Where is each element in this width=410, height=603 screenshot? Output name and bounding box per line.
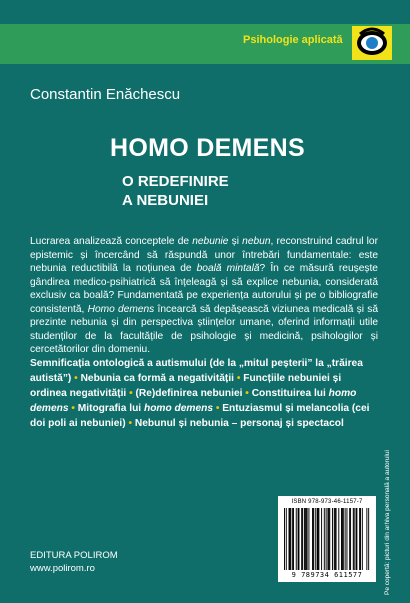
contents-item: Funcțiile nebuniei și ordinea negativității (30, 373, 342, 399)
barcode-bar (326, 508, 327, 570)
contents-item: Mitografia lui (77, 403, 144, 414)
contents-emphasis: homo demens (30, 388, 357, 414)
book-subtitle (122, 172, 229, 210)
barcode-bar (304, 508, 305, 570)
barcode-bar (321, 508, 322, 570)
barcode-bar (289, 508, 290, 570)
barcode-bar (307, 508, 308, 570)
description-text: , reconstruind cadrul lor epistemic și încercând să răspundă unor întrebări fundamentale: este nebunia reductibilă la noțiunea de (30, 236, 378, 274)
contents-item: Nebunia ca formă a negativității (80, 373, 234, 384)
barcode-bar (338, 508, 339, 570)
barcode-bar (345, 508, 346, 570)
barcode-bar (346, 508, 347, 570)
top-band (0, 0, 410, 24)
contents-item: Entuziasmul și melancolia (cei doi poli ai nebuniei) (30, 403, 370, 429)
barcode-bar (368, 508, 369, 570)
isbn-label: ISBN 978-973-46-1157-7 (291, 499, 363, 505)
contents-item: Nebunul și nebunia – personaj și spectacol (134, 418, 344, 429)
bullet-separator: • (125, 418, 135, 429)
barcode-bar (350, 508, 351, 570)
description-emphasis: Homo demens (87, 303, 155, 315)
barcode-bar (298, 508, 299, 570)
barcode-bar (318, 508, 319, 570)
barcode-bar (308, 508, 309, 570)
barcode-bar (302, 508, 303, 570)
barcode-bar (356, 508, 357, 570)
bullet-separator: • (126, 388, 136, 399)
publisher-website: www.polirom.ro (30, 563, 95, 574)
barcode-bar (301, 508, 302, 570)
description-text: încearcă să depășească viziunea medicală și să prezinte nebunia și din perspectiva științelor umane, oferind informații utile studenților de la facultățile de psihologie și medicină, psihologilor și cercetătorilor din domeniu. (30, 303, 379, 355)
bullet-separator: • (242, 388, 252, 399)
book-title: HOMO DEMENS (110, 134, 305, 162)
cover-credit: Pe copertă: picturi din arhiva personală a autorului (384, 450, 391, 595)
subtitle-line: O REDEFINIRE (122, 173, 229, 190)
barcode-bar (359, 508, 360, 570)
barcode-bars (284, 508, 370, 570)
barcode-bar (366, 508, 367, 570)
barcode-bar (335, 508, 336, 570)
barcode-bar (343, 508, 344, 570)
barcode-bar (312, 508, 313, 570)
barcode-bar (362, 508, 363, 570)
series-name: Psihologie aplicată (243, 34, 343, 46)
barcode-bar (315, 508, 316, 570)
barcode-digits: 9 789734 611577 (291, 571, 363, 579)
barcode-bar (298, 508, 299, 570)
contents-item: Constituirea lui (251, 388, 329, 399)
contents-item: (Re)definirea nebuniei (135, 388, 243, 399)
barcode-bar (329, 508, 330, 570)
barcode-bar (284, 508, 285, 570)
barcode-bar (356, 508, 357, 570)
author-name: Constantin Enăchescu (30, 86, 181, 103)
publisher-block (30, 549, 118, 575)
eye-logo-icon (352, 26, 392, 60)
barcode-bar (286, 508, 287, 570)
description-emphasis: nebun (242, 236, 271, 247)
barcode-bar (354, 508, 355, 570)
barcode-bar (353, 508, 354, 570)
barcode-bar (317, 508, 318, 570)
barcode-bar (292, 508, 293, 570)
table-of-contents (30, 356, 378, 431)
contents-emphasis: homo demens (143, 403, 214, 414)
barcode-bar (324, 508, 325, 570)
description-text: Lucrarea analizează conceptele de (30, 236, 193, 247)
description-emphasis: nebunie (192, 236, 229, 247)
barcode-bar (342, 508, 343, 570)
contents-item: Semnificația ontologică a autismului (de la „mitul peșterii” la „trăirea autistă”) (30, 358, 363, 384)
bullet-separator: • (71, 373, 81, 384)
barcode-bar (317, 508, 318, 570)
barcode-bar (289, 508, 290, 570)
barcode-bar (336, 508, 337, 570)
barcode-bar (327, 508, 328, 570)
description-text: și (228, 236, 243, 247)
barcode-bar (296, 508, 297, 570)
description-text: ? În ce măsură reușește gândirea medico-psihiatrică să înțeleagă și să explice nebunia, considerată exclusiv ca boală? Fundamentată pe experiența autorului și pe o bibliografie consistentă, (30, 263, 378, 315)
subtitle-line: A NEBUNIEI (122, 192, 209, 209)
description-emphasis: boală mintală (196, 263, 260, 274)
barcode-bar (305, 508, 306, 570)
barcode-bar (290, 508, 291, 570)
bullet-separator: • (68, 403, 78, 414)
barcode-bar (293, 508, 294, 570)
barcode-bar (360, 508, 361, 570)
barcode-bar (306, 508, 307, 570)
book-description (30, 235, 378, 357)
barcode-bar (332, 508, 333, 570)
barcode-bar (349, 508, 350, 570)
barcode-bar (341, 508, 342, 570)
publisher-name: EDITURA POLIROM (30, 550, 118, 561)
bullet-separator: • (233, 373, 244, 384)
barcode (278, 496, 376, 582)
bullet-separator: • (213, 403, 223, 414)
barcode-bar (334, 508, 335, 570)
barcode-bar (328, 508, 329, 570)
barcode-bar (313, 508, 314, 570)
